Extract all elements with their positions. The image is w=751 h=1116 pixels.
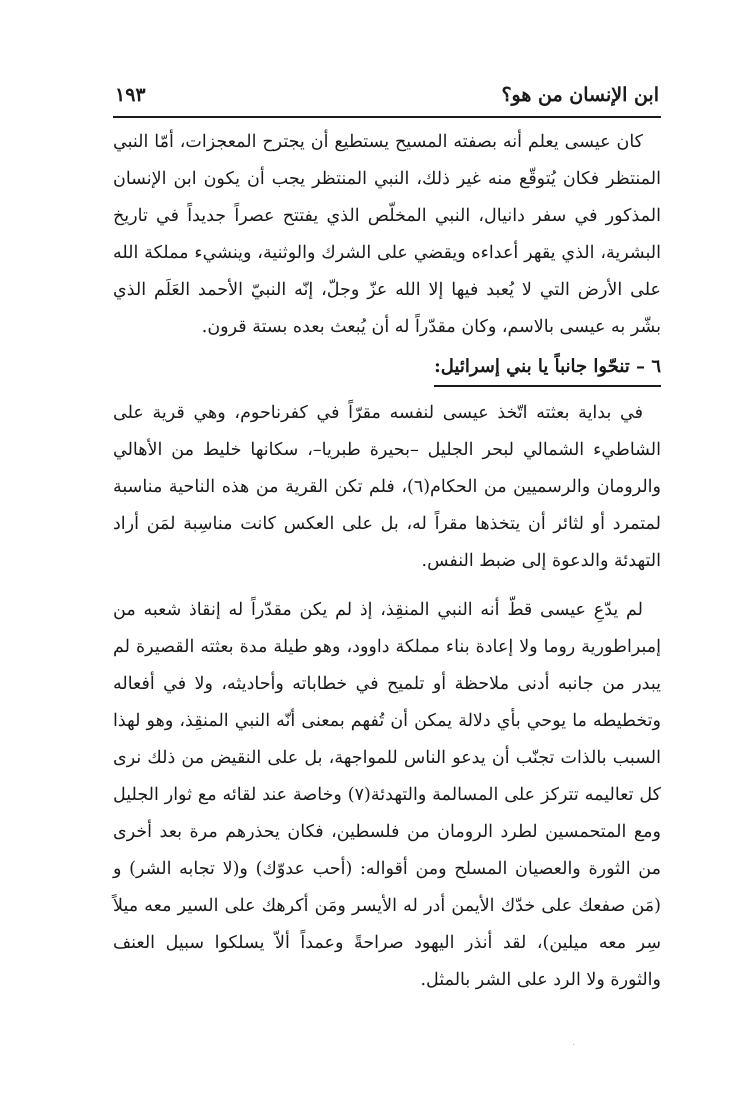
running-title: ابن الإنسان من هو؟: [501, 84, 659, 106]
paragraph-3: لم يدّعِ عيسى قطّ أنه النبي المنقِذ، إذ لم يكن مقدّراً له إنقاذ شعبه من إمبراطورية روما ولا إعادة بناء مملكة داوود، وهو طيلة مدة بعثته القصيرة لم يبدر من جانبه أدنى ملاحظة أو تلميح في خطاباته وأحاديثه، ولا في أفعاله وتخطيطه ما يوحي بأي دلالة يمكن أن تُفهم بمعنى أنّه النبي المنقِذ، وهو لهذا السبب بالذات تجنّب أن يدعو الناس للمواجهة، بل على النقيض من ذلك نرى كل تعاليمه تتركز على المسالمة والتهدئة(٧) وخاصة عند لقائه مع ثوار الجليل ومع المتحمسين لطرد الرومان من فلسطين، فكان يحذرهم مرة بعد أخرى من الثورة والعصيان المسلح ومن أقواله: (أحب عدوّك) و(لا تجابه الشر) و (مَن صفعك على خدّك الأيمن أدر له الأيسر ومَن أكرهك على السير معه ميلاً سِر معه ميلين)، لقد أنذر اليهود صراحةً وعمداً ألاّ يسلكوا سبيل العنف والثورة ولا الرد على الشر بالمثل.: [113, 600, 661, 990]
document-page: [113, 84, 661, 999]
scan-mark: ·: [572, 1040, 576, 1051]
paragraph-1: كان عيسى يعلم أنه بصفته المسيح يستطيع أن يجترح المعجزات، أمّا النبي المنتظر فكان يُتوقّع منه غير ذلك، النبي المنتظر يجب أن يكون ابن الإنسان المذكور في سفر دانيال، النبي المخلّص الذي يفتتح عصراً جديداً في تاريخ البشرية، الذي يقهر أعداءه ويقضي على الشرك والوثنية، وينشيء مملكة الله على الأرض التي لا يُعبد فيها إلا الله عزّ وجلّ، إنّه النبيّ الأحمد العَلَم الذي بشّر به عيسى بالاسم، وكان مقدّراً له أن يُبعث بعده بستة قرون.: [113, 132, 661, 337]
page-number: ١٩٣: [115, 84, 146, 106]
paragraph-2: في بداية بعثته اتّخذ عيسى لنفسه مقرّاً في كفرناحوم، وهي قرية على الشاطيء الشمالي لبحر الجليل –بحيرة طبريا–، سكانها خليط من الأهالي والرومان والرسميين من الحكام(٦)، فلم تكن القرية من هذه الناحية مناسبة لمتمرد أو لثائر أن يتخذها مقراً له، بل على العكس كانت مناسِبة لمَن أراد التهدئة والدعوة إلى ضبط النفس.: [113, 403, 661, 571]
paragraph-gap: [113, 580, 661, 592]
section-heading: ٦ – تنحّوا جانباً يا بني إسرائيل:: [434, 350, 661, 387]
page-header: [113, 84, 661, 118]
